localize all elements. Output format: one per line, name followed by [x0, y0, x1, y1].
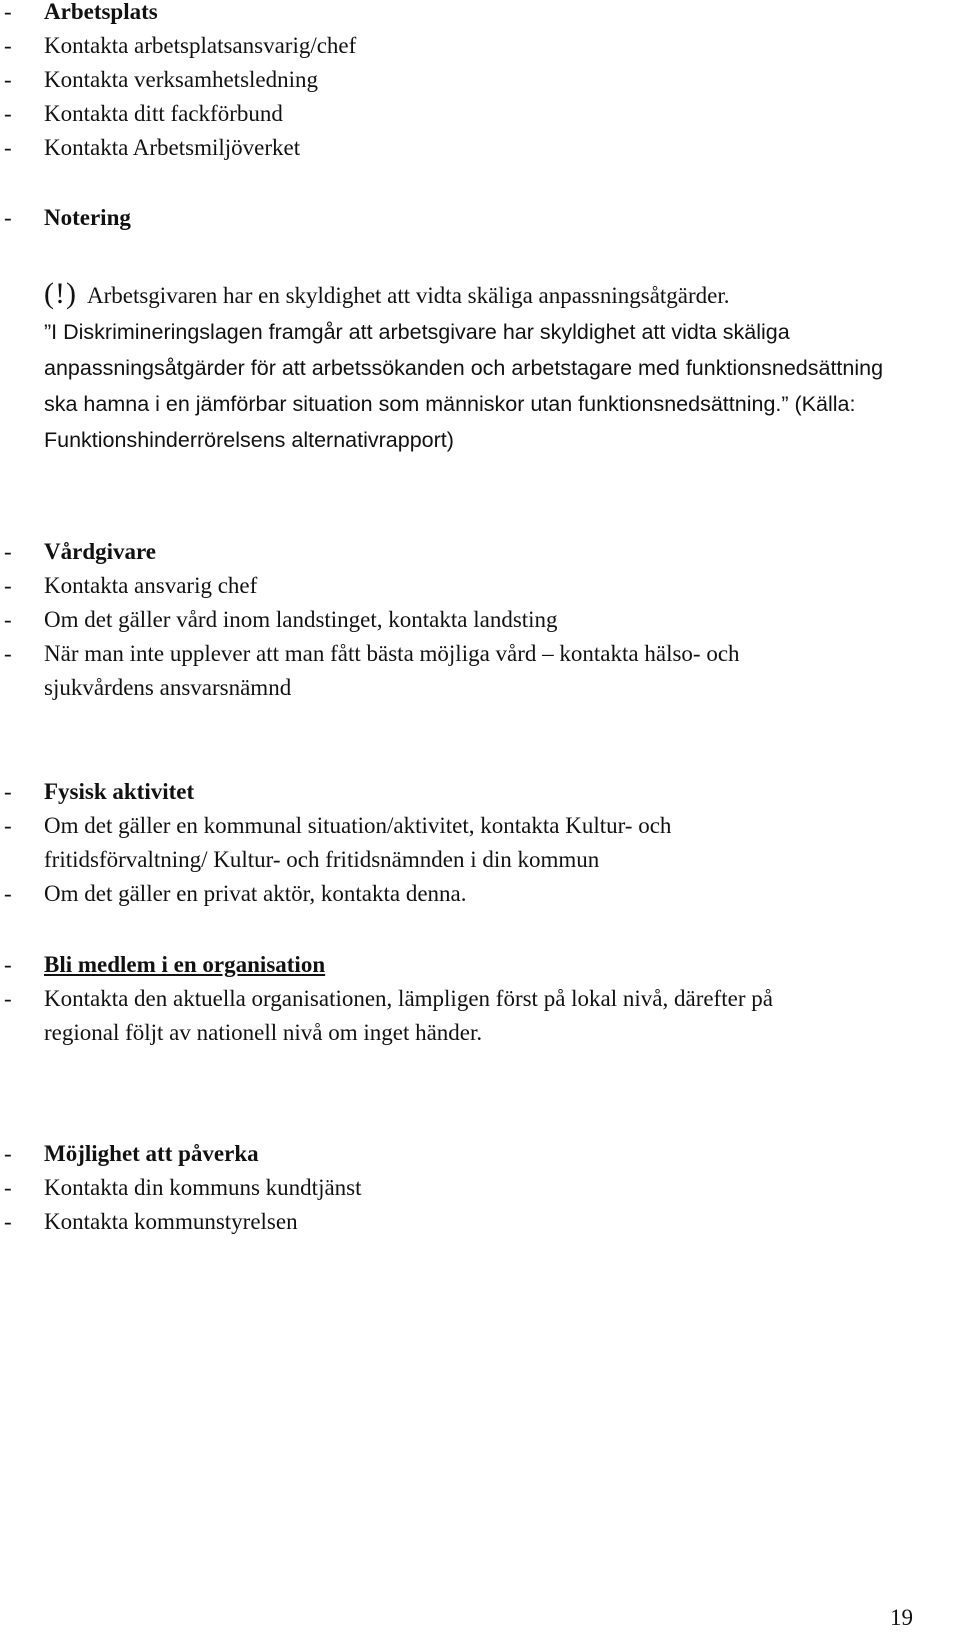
list-dash: -	[4, 607, 12, 632]
list-item	[0, 133, 300, 163]
list-item	[0, 65, 318, 95]
heading-organisation	[0, 950, 325, 980]
exclamation-mark-icon: (!)	[44, 277, 77, 310]
list-item-continuation: fritidsförvaltning/ Kultur- och fritidsnämnden i din kommun	[44, 847, 600, 872]
section-heading: Möjlighet att påverka	[44, 1141, 259, 1166]
list-item-continuation: regional följt av nationell nivå om inget händer.	[44, 1020, 483, 1045]
list-dash: -	[4, 1175, 12, 1200]
list-item	[0, 99, 283, 129]
list-dash: -	[4, 881, 12, 906]
list-dash: -	[4, 573, 12, 598]
list-item-text: Kontakta den aktuella organisationen, lämpligen först på lokal nivå, därefter på	[44, 986, 773, 1011]
list-dash: -	[4, 205, 12, 230]
list-dash: -	[4, 779, 12, 804]
section-heading: Notering	[44, 205, 131, 230]
heading-fysisk-aktivitet	[0, 777, 194, 807]
quote-line: Funktionshinderrörelsens alternativrapport)	[44, 428, 454, 452]
list-item-text: Kontakta arbetsplatsansvarig/chef	[44, 33, 357, 58]
list-item-text: Kontakta ansvarig chef	[44, 573, 258, 598]
list-item-text: Kontakta Arbetsmiljöverket	[44, 135, 301, 160]
notering-text: Arbetsgivaren har en skyldighet att vidta skäliga anpassningsåtgärder.	[86, 283, 730, 308]
list-item-text: Om det gäller en privat aktör, kontakta denna.	[44, 881, 467, 906]
heading-arbetsplats	[0, 0, 158, 27]
list-item-text: Kontakta verksamhetsledning	[44, 67, 319, 92]
quote-line: anpassningsåtgärder för att arbetssökanden och arbetstagare med funktionsnedsättning	[44, 356, 884, 380]
list-dash: -	[4, 641, 12, 666]
list-item	[0, 571, 257, 601]
section-heading: Arbetsplats	[44, 0, 158, 24]
list-item	[0, 984, 773, 1014]
list-dash: -	[4, 135, 12, 160]
list-item-text: Om det gäller vård inom landstinget, kontakta landsting	[44, 607, 558, 632]
list-dash: -	[4, 33, 12, 58]
list-item-text: Kontakta ditt fackförbund	[44, 101, 283, 126]
list-dash: -	[4, 101, 12, 126]
page-number: 19	[890, 1605, 913, 1630]
list-item	[0, 1173, 362, 1203]
list-item-text: Om det gäller en kommunal situation/aktivitet, kontakta Kultur- och	[44, 813, 672, 838]
section-heading: Bli medlem i en organisation	[44, 952, 326, 977]
notering-statement	[44, 279, 730, 311]
list-dash: -	[4, 1141, 12, 1166]
list-item	[0, 605, 558, 635]
heading-vardgivare	[0, 537, 156, 567]
list-dash: -	[4, 986, 12, 1011]
quote-line: ”I Diskrimineringslagen framgår att arbetsgivare har skyldighet att vidta skäliga	[44, 320, 790, 344]
list-item-text: Kontakta kommunstyrelsen	[44, 1209, 298, 1234]
heading-notering	[0, 203, 131, 233]
section-heading: Fysisk aktivitet	[44, 779, 195, 804]
quote-line: ska hamna i en jämförbar situation som människor utan funktionsnedsättning.” (Källa:	[44, 392, 856, 416]
list-dash: -	[4, 67, 12, 92]
list-dash: -	[4, 813, 12, 838]
heading-paverka	[0, 1139, 259, 1169]
list-dash: -	[4, 1209, 12, 1234]
list-item-text: Kontakta din kommuns kundtjänst	[44, 1175, 362, 1200]
list-item	[0, 31, 356, 61]
list-dash: -	[4, 539, 12, 564]
list-item	[0, 811, 671, 841]
list-item	[0, 879, 467, 909]
list-item-continuation: sjukvårdens ansvarsnämnd	[44, 675, 292, 700]
list-item	[0, 1207, 298, 1237]
section-heading: Vårdgivare	[44, 539, 157, 564]
list-dash: -	[4, 0, 12, 24]
list-item	[0, 639, 740, 669]
list-item-text: När man inte upplever att man fått bästa möjliga vård – kontakta hälso- och	[44, 641, 740, 666]
list-dash: -	[4, 952, 12, 977]
